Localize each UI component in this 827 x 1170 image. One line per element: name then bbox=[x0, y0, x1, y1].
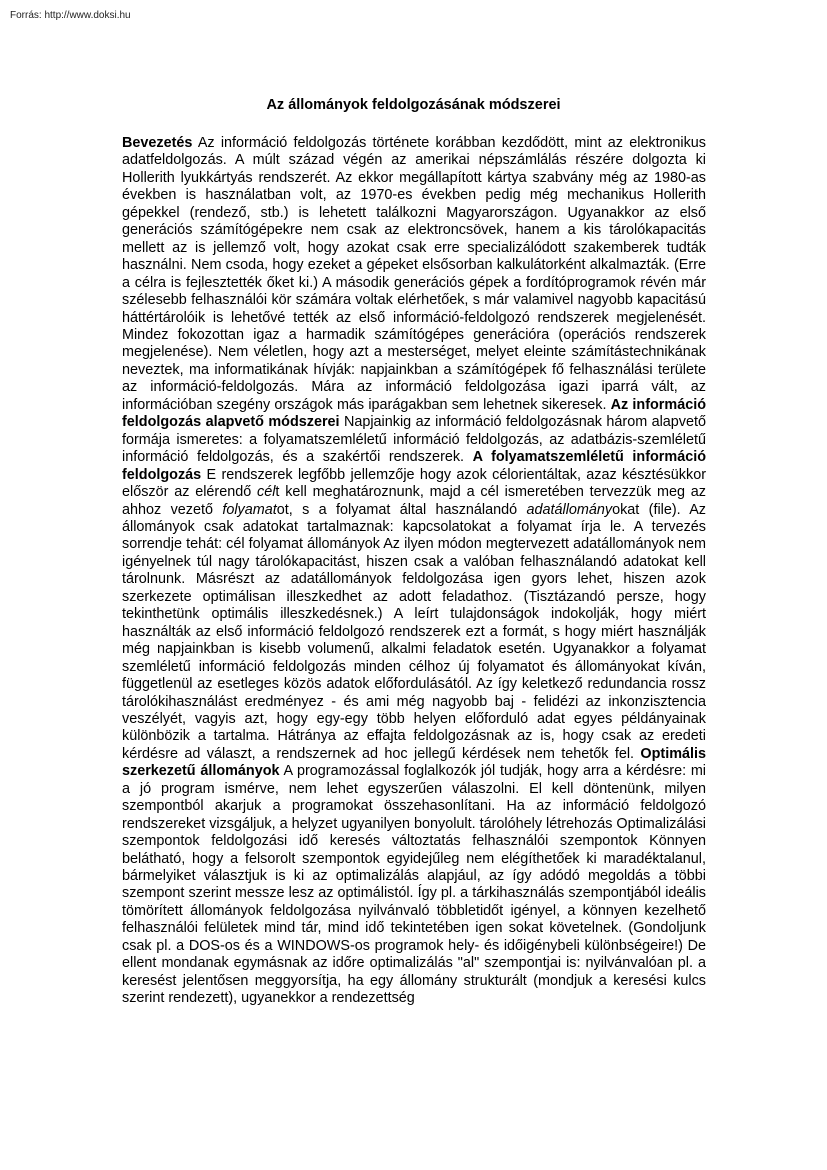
body-paragraph bbox=[122, 135, 706, 1008]
text-process-d: okat (file). Az állományok csak adatokat tartalmaznak: kapcsolatokat a folyamat írja le. A tervezés sorrendje tehát: cél folyamat állományok Az ilyen módon megtervezett adatállományok nem igényelnek túl nagy tárolókapacitást, hiszen csak a valóban felhasználandó adatokat kell tárolnunk. Másrészt az adatállományok feldolgozása igen gyors lehet, hiszen azok szerkezete optimálisan illeszkedhet az adott feladathoz. (Tisztázandó persze, hogy tekinthetünk optimális illeszkedésnek.) A leírt tulajdonságok indokolják, hogy miért használták az első információ feldolgozó rendszerek ezt a formát, s hogy miért használják még napjainkban is kisebb volumenű, alkalmi feladatok esetén. Ugyanakkor a folyamat szemléletű információ feldolgozás minden célhoz új folyamatot és állományokat kíván, függetlenül az esetleges közös adatok előfordulásától. Az így keletkező redundancia rossz tárolókihasználást eredményez - és ami még nagyobb baj - felidézi az inkonzisztencia veszélyét, vagyis azt, hogy egy-egy több helyen előforduló adat egyes példányainak különbözik a tartalma. Hátránya az effajta feldolgozásnak az is, hogy csak az eredeti kérdésre ad választ, a rendszernek ad hoc jellegű kérdések nem tehetők fel. bbox=[122, 501, 706, 762]
term-adatallomany: adatállomány bbox=[526, 501, 613, 518]
page-title: Az állományok feldolgozásának módszerei bbox=[266, 97, 561, 113]
text-process-c: ot, s a folyamat által használandó bbox=[276, 501, 527, 518]
term-folyamat: folyamat bbox=[222, 501, 277, 518]
source-line: Forrás: http://www.doksi.hu bbox=[10, 10, 131, 21]
heading-process: A folyamatszemléletű információ feldolgozás bbox=[122, 449, 706, 483]
heading-methods: Az információ feldolgozás alapvető módszerei bbox=[122, 396, 706, 431]
text-process-a: E rendszerek legfőbb jellemzője hogy azok célorientáltak, azaz késztésükkor először az elérendő bbox=[122, 466, 706, 501]
document-body bbox=[122, 135, 706, 1008]
text-process-b: t kell meghatároznunk, majd a cél ismeretében tervezzük meg az ahhoz vezető bbox=[122, 484, 707, 518]
text-optimal: A programozással foglalkozók jól tudják, hogy arra a kérdésre: mi a jó program ismérve, nem lehet egyszerűen válaszolni. El kell döntenünk, milyen szempontból akarjuk a programokat összehasonlítani. Ha az információ feldolgozó rendszereket vizsgáljuk, a helyzet ugyanilyen bonyolult. tárolóhely létrehozás Optimalizálási szempontok feldolgozási idő keresés változtatás felhasználói szempontok Könnyen belátható, hogy a felsorolt szempontok egyidejűleg nem elégíthetőek ki maradéktalanul, bármelyiket választjuk is ki az optimalizálás alapjául, az így adódó megoldás a többi szempont szerint messze lesz az optimálistól. Így pl. a tárkihasználás szempontjából ideális tömörített állományok feldolgozása nyilvánvaló többletidőt igényel, a könnyen kezelhető felhasználói felületek mind tár, mind idő tekintetében igen sokat követelnek. (Gondoljunk csak pl. a DOS-os és a WINDOWS-os programok hely- és időigénybeli különbségeire!) De ellent mondanak egymásnak az időre optimalizálás "al" szempontjai is: nyilvánvalóan pl. a keresést jelentősen meggyorsítja, ha egy állomány strukturált (mondjuk a keresési kulcs szerint rendezett), ugyanekkor a rendezettség bbox=[122, 763, 707, 1007]
text-intro: Az információ feldolgozás története korábban kezdődött, mint az elektronikus adatfeldolgozás. A múlt század végén az amerikai népszámlálás részére dolgozta ki Hollerith lyukkártyás rendszerét. Az ekkor megállapított kártya szabvány még az 1980-as években is használatban volt, az 1970-es években pedig még mechanikus Hollerith gépekkel (rendező, stb.) is lehetett találkozni Magyarországon. Ugyanakkor az első generációs számítógépekre nem csak az elektroncsövek, hanem a kis tárolókapacitás mellett az is jellemző volt, hogy azokat csak erre specializálódott szakemberek tudták használni. Nem csoda, hogy ezeket a gépeket elsősorban kalkulátorként alkalmazták. (Erre a célra is fejlesztették őket ki.) A második generációs gépek a fordítóprogramok révén már szélesebb felhasználói kör számára voltak elérhetőek, s már valamivel nagyobb kapacitású háttértárolóik is lehetővé tették az első információ-feldolgozó rendszerek megjelenését. Mindez fokozottan igaz a harmadik számítógépes generációra (operációs rendszerek megjelenése). Nem véletlen, hogy azt a mesterséget, melyet eleinte számítástechnikának neveztek, ma informatikának hívják: napjainkban a számítógépek fő felhasználási területe az információ-feldolgozás. Mára az információ feldolgozása igazi iparrá vált, az információban szegény országok más iparágakban sem lehetnek sikeresek. bbox=[122, 135, 706, 413]
heading-intro: Bevezetés bbox=[122, 135, 193, 151]
heading-optimal: Optimális szerkezetű állományok bbox=[122, 745, 706, 780]
text-methods: Napjainkig az információ feldolgozásnak három alapvető formája ismeretes: a folyamatszemléletű információ feldolgozás, az adatbázis-szemléletű információ feldolgozás, és a szakértői rendszerek. bbox=[122, 414, 706, 466]
term-cel: cél bbox=[257, 484, 276, 501]
